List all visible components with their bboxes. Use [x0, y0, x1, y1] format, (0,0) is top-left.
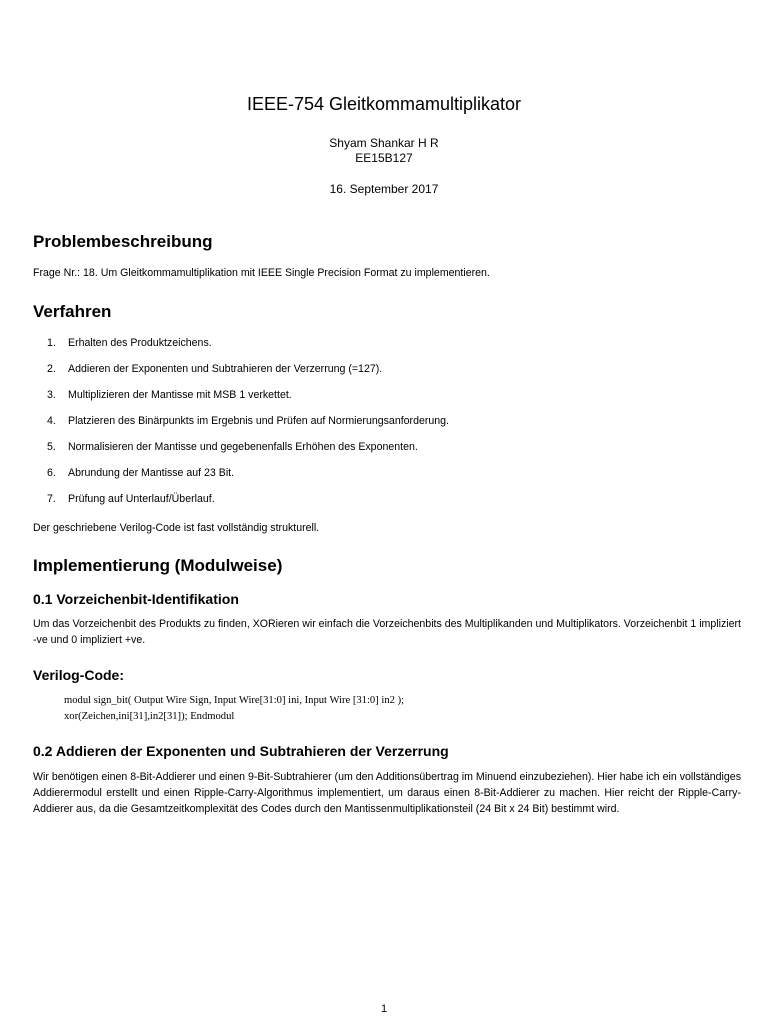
problem-text: Frage Nr.: 18. Um Gleitkommamultiplikation mit IEEE Single Precision Format zu implementieren. — [33, 267, 490, 279]
list-item-text: Addieren der Exponenten und Subtrahieren der Verzerrung (=127). — [68, 363, 383, 375]
list-item-number: 6. — [47, 467, 56, 479]
document-title: IEEE-754 Gleitkommamultiplikator — [246, 94, 522, 114]
code-heading: Verilog-Code: — [33, 667, 125, 683]
list-item — [0, 466, 768, 492]
list-item-number: 1. — [47, 337, 56, 349]
list-item — [0, 336, 768, 362]
list-item-text: Abrundung der Mantisse auf 23 Bit. — [68, 467, 235, 479]
author-name: Shyam Shankar H R — [329, 136, 439, 150]
list-item-number: 3. — [47, 389, 56, 401]
student-id: EE15B127 — [355, 151, 413, 165]
verilog-code-block — [64, 693, 404, 725]
list-item — [0, 492, 768, 518]
page-number: 1 — [380, 1003, 388, 1015]
list-item — [0, 414, 768, 440]
section-text-sign-bit: Um das Vorzeichenbit des Produkts zu finden, XORieren wir einfach die Vorzeichenbits des Multiplikanden und Multiplikators. Vorzeichenbit 1 impliziert -ve und 0 impliziert +ve. — [33, 618, 741, 646]
list-item-number: 7. — [47, 493, 56, 505]
code-line: xor(Zeichen,ini[31],in2[31]); Endmodul — [64, 711, 235, 722]
list-item — [0, 362, 768, 388]
code-line: modul sign_bit( Output Wire Sign, Input Wire[31:0] ini, Input Wire [31:0] in2 ); — [64, 695, 405, 706]
section-heading-sign-bit: 0.1 Vorzeichenbit-Identifikation — [33, 591, 239, 607]
list-item-text: Prüfung auf Unterlauf/Überlauf. — [68, 493, 215, 505]
list-item-number: 2. — [47, 363, 56, 375]
section-heading-exponent: 0.2 Addieren der Exponenten und Subtrahieren der Verzerrung — [33, 743, 449, 759]
problem-heading: Problembeschreibung — [33, 232, 213, 251]
section-text-exponent: Wir benötigen einen 8-Bit-Addierer und einen 9-Bit-Subtrahierer (um den Additionsübertrag im Minuend einzubeziehen). Hier habe ich ein vollständiges Addierermodul erstellt und einen Ripple-Carry-Algorithmus implementiert, um daraus einen 8-Bit-Addierer zu machen. Hier reicht der Ripple-Carry-Addierer aus, da die Gesamtzeitkomplexität des Codes durch den Mantissenmultiplikationsteil (24 Bit x 24 Bit) bestimmt wird. — [33, 771, 741, 815]
list-item-text: Erhalten des Produktzeichens. — [68, 337, 212, 349]
document-date: 16. September 2017 — [329, 182, 439, 196]
list-item — [0, 440, 768, 466]
list-item-number: 4. — [47, 415, 56, 427]
list-item-text: Multiplizieren der Mantisse mit MSB 1 verkettet. — [68, 389, 292, 401]
list-item-text: Normalisieren der Mantisse und gegebenenfalls Erhöhen des Exponenten. — [68, 441, 418, 453]
procedure-steps-list — [0, 336, 768, 518]
list-item — [0, 388, 768, 414]
implementation-heading: Implementierung (Modulweise) — [33, 556, 283, 575]
procedure-note: Der geschriebene Verilog-Code ist fast vollständig strukturell. — [33, 522, 320, 534]
list-item-text: Platzieren des Binärpunkts im Ergebnis und Prüfen auf Normierungsanforderung. — [68, 415, 449, 427]
list-item-number: 5. — [47, 441, 56, 453]
procedure-heading: Verfahren — [33, 302, 112, 321]
